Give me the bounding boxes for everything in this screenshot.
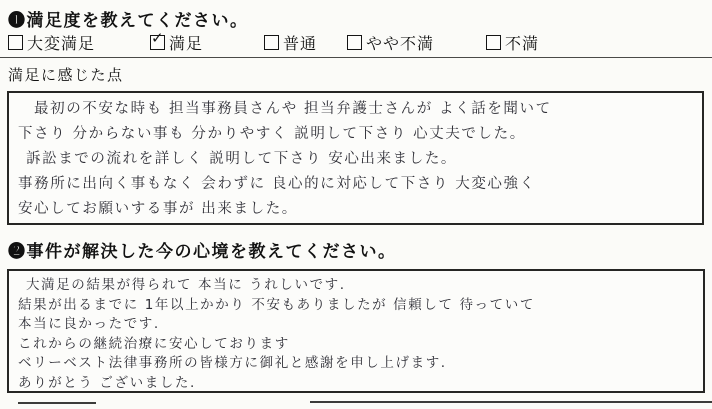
checkbox-checked-icon[interactable] xyxy=(150,29,165,50)
question1-answer-box xyxy=(7,91,704,225)
handwritten-line: 最初の不安な時も 担当事務員さんや 担当弁護士さんが よく話を聞いて xyxy=(34,101,552,117)
handwritten-line: 大満足の結果が得られて 本当に うれしいです. xyxy=(26,277,346,293)
question2-answer-box xyxy=(7,269,705,393)
option-label: 普通 xyxy=(283,36,318,53)
option-somewhat-dissatisfied[interactable] xyxy=(347,31,434,54)
option-label: 大変満足 xyxy=(27,36,96,53)
option-very-satisfied[interactable] xyxy=(8,31,95,54)
scan-artifact-line xyxy=(18,402,96,404)
checkbox-icon[interactable] xyxy=(264,35,279,50)
checkbox-icon[interactable] xyxy=(347,35,362,50)
handwritten-line: 下さり 分からない事も 分かりやすく 説明して下さり 心丈夫でした。 xyxy=(18,126,526,142)
option-label: やや不満 xyxy=(366,36,435,53)
option-dissatisfied[interactable] xyxy=(486,31,539,54)
option-neutral[interactable] xyxy=(264,31,317,54)
question2-title: ❷事件が解決した今の心境を教えてください。 xyxy=(8,242,397,261)
option-label: 不満 xyxy=(505,36,540,53)
handwritten-line: 結果が出るまでに 1年以上かかり 不安もありましたが 信頼して 待っていて xyxy=(18,296,535,313)
checkbox-icon[interactable] xyxy=(8,35,23,50)
scan-artifact-line xyxy=(310,401,712,403)
option-label: 満足 xyxy=(169,36,204,53)
option-satisfied[interactable] xyxy=(150,31,203,54)
satisfaction-points-heading: 満足に感じた点 xyxy=(8,68,124,84)
question1-title: ❶満足度を教えてください。 xyxy=(8,11,249,30)
handwritten-line: 安心してお願いする事が 出来ました。 xyxy=(18,201,298,217)
section-divider xyxy=(0,57,712,58)
checkbox-icon[interactable] xyxy=(486,35,501,50)
handwritten-line: 本当に良かったです. xyxy=(18,316,160,332)
handwritten-line: これからの継続治療に安心しております xyxy=(18,335,290,352)
handwritten-line: ベリーベスト法律事務所の皆様方に御礼と感謝を申し上げます. xyxy=(18,355,447,371)
handwritten-line: ありがとう ございました. xyxy=(18,374,196,391)
check-mark-icon: ✓ xyxy=(151,29,165,47)
handwritten-line: 事務所に出向く事もなく 会わずに 良心的に対応して下さり 大変心強く xyxy=(18,176,536,192)
handwritten-line: 訴訟までの流れを詳しく 説明して下さり 安心出来ました。 xyxy=(26,151,458,167)
